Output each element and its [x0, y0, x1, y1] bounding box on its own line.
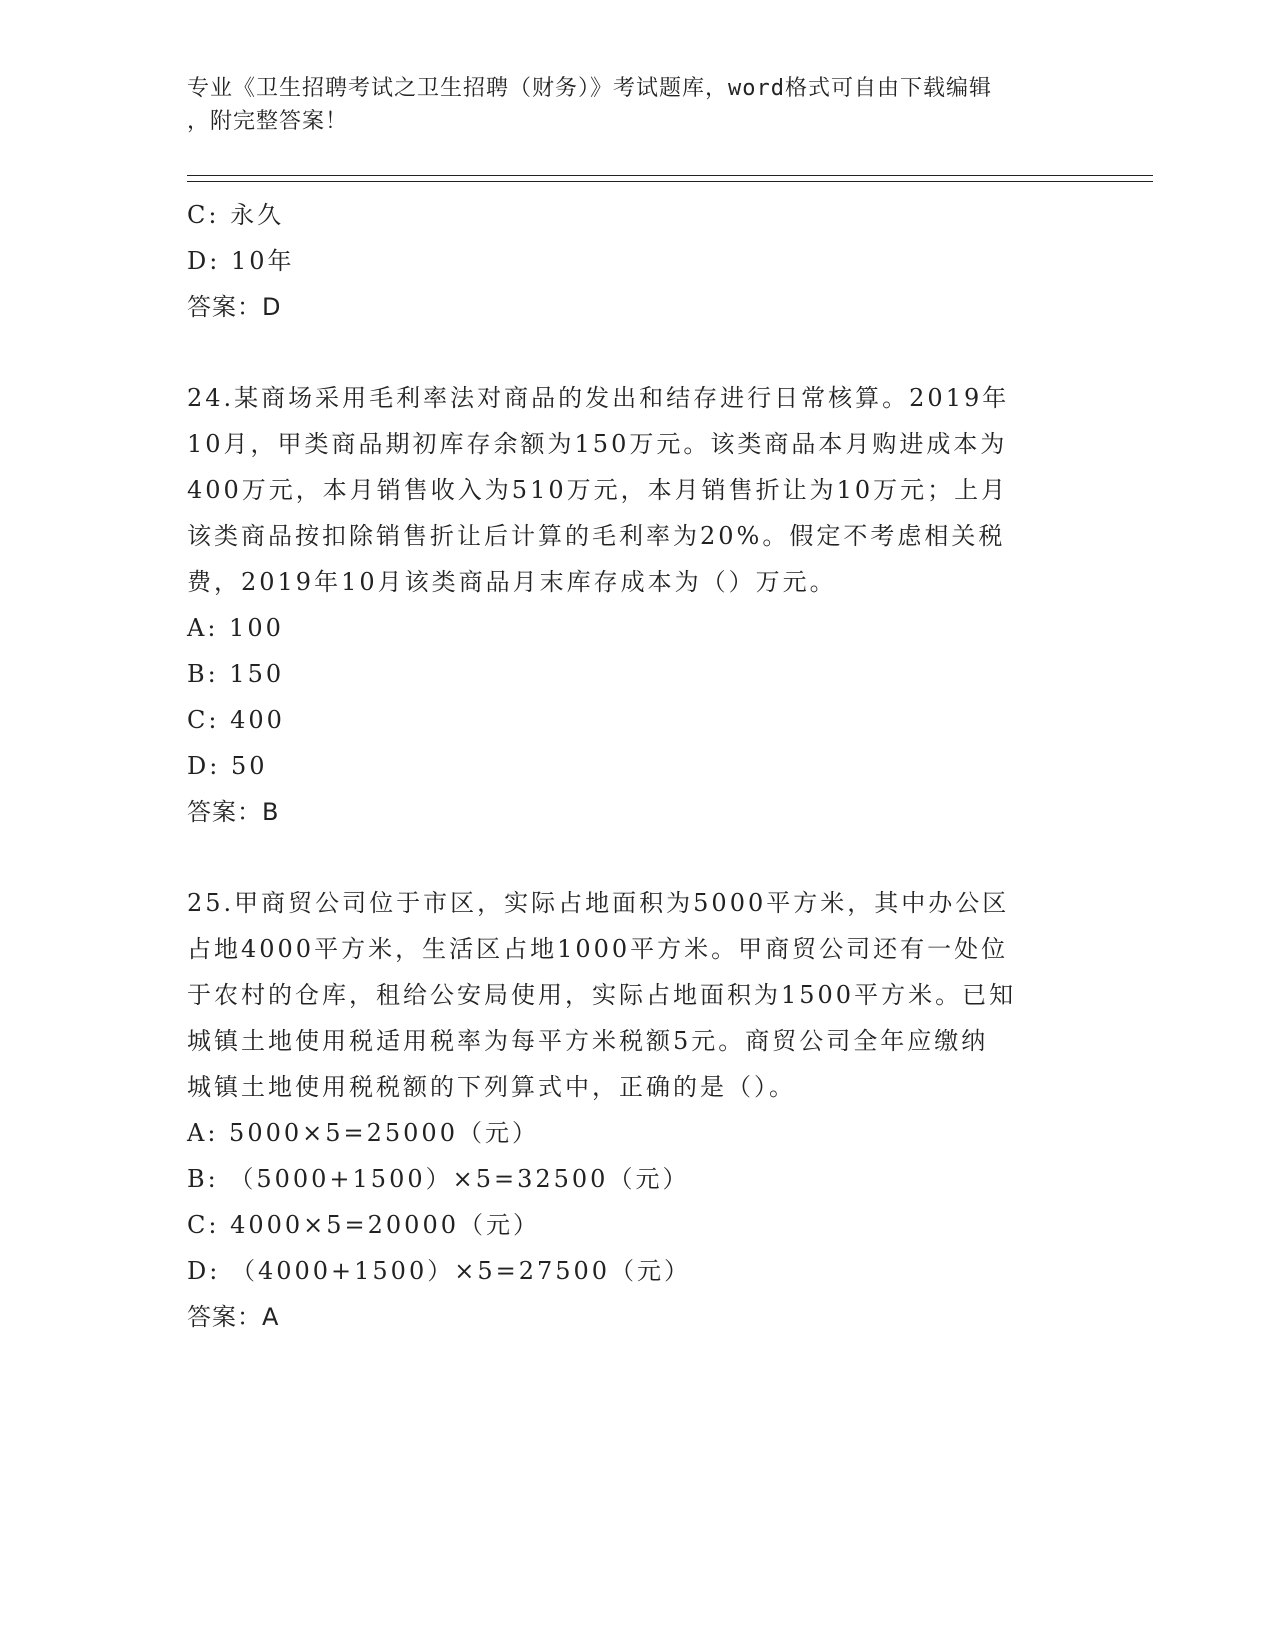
question-text-line: 占地4000平方米，生活区占地1000平方米。甲商贸公司还有一处位	[187, 935, 1009, 963]
option-b: B: 150	[187, 660, 285, 688]
option-a: A: 5000×5=25000（元）	[187, 1119, 539, 1147]
document-header	[187, 72, 1067, 138]
question-text-line: 费，2019年10月该类商品月末库存成本为（）万元。	[187, 568, 837, 596]
option-b: B: （5000+1500）×5=32500（元）	[187, 1165, 690, 1193]
question-25	[187, 880, 1067, 1340]
question-spacer	[187, 330, 1067, 375]
option-a: A: 100	[187, 614, 284, 642]
option-d: D: （4000+1500）×5=27500（元）	[187, 1257, 692, 1285]
header-line-2: ，附完整答案！	[187, 109, 349, 134]
option-c: C: 永久	[187, 201, 285, 229]
question-spacer	[187, 835, 1067, 880]
header-line-1: 专业《卫生招聘考试之卫生招聘（财务）》考试题库，word格式可自由下载编辑	[187, 76, 992, 101]
question-text-line: 10月，甲类商品期初库存余额为150万元。该类商品本月购进成本为	[187, 430, 1008, 458]
question-text-line: 城镇土地使用税税额的下列算式中，正确的是（）。	[187, 1073, 796, 1101]
question-24	[187, 375, 1067, 835]
answer-line: 答案：D	[187, 293, 282, 321]
document-body	[187, 192, 1067, 1340]
question-text-line: 城镇土地使用税适用税率为每平方米税额5元。商贸公司全年应缴纳	[187, 1027, 989, 1055]
question-text-line: 该类商品按扣除销售折让后计算的毛利率为20%。假定不考虑相关税	[187, 522, 1006, 550]
answer-line: 答案：B	[187, 798, 280, 826]
option-d: D: 50	[187, 752, 268, 780]
question-text-line: 400万元，本月销售收入为510万元，本月销售折让为10万元；上月	[187, 476, 1009, 504]
option-c: C: 4000×5=20000（元）	[187, 1211, 540, 1239]
previous-question-tail	[187, 192, 1067, 330]
header-divider-bottom	[187, 181, 1153, 182]
header-divider-top	[187, 175, 1153, 176]
question-text-line: 于农村的仓库，租给公安局使用，实际占地面积为1500平方米。已知	[187, 981, 1017, 1009]
answer-line: 答案：A	[187, 1303, 280, 1331]
question-text-line: 24.某商场采用毛利率法对商品的发出和结存进行日常核算。2019年	[187, 384, 1010, 412]
option-c: C: 400	[187, 706, 285, 734]
option-d: D: 10年	[187, 247, 295, 275]
question-text-line: 25.甲商贸公司位于市区，实际占地面积为5000平方米，其中办公区	[187, 889, 1010, 917]
